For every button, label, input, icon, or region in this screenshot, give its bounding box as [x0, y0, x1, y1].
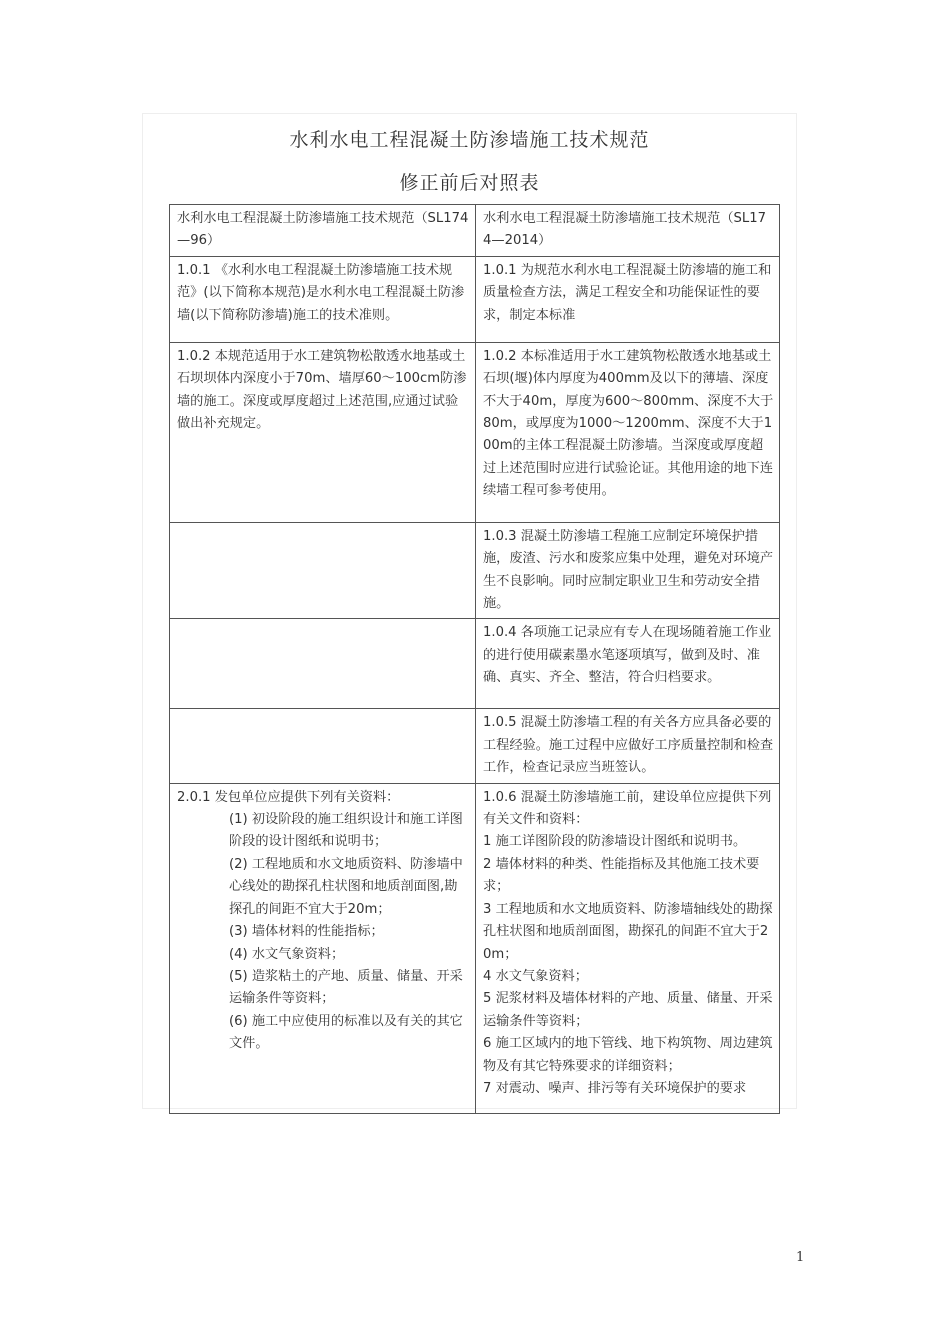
comparison-table [169, 204, 780, 1114]
table-row [170, 709, 780, 783]
clause-item: 6 施工区域内的地下管线、地下构筑物、周边建筑物及有其它特殊要求的详细资料； [483, 1036, 773, 1074]
table-row [170, 619, 780, 709]
new-clause-cell [476, 619, 780, 709]
table-row [170, 342, 780, 522]
clause-text: 1.0.5 混凝土防渗墙工程的有关各方应具备必要的工程经验。施工过程中应做好工序质量控制和检查工作，检查记录应当班签认。 [483, 715, 774, 776]
clause-item: (5) 造浆粘土的产地、质量、储量、开采运输条件等资料； [229, 968, 463, 1007]
old-clause-cell [170, 256, 476, 342]
clause-item: (1) 初设阶段的施工组织设计和施工详图阶段的设计图纸和说明书； [229, 812, 463, 850]
clause-text: 1.0.4 各项施工记录应有专人在现场随着施工作业的进行使用碳素墨水笔逐项填写，做到及时、准确、真实、齐全、整洁，符合归档要求。 [483, 625, 772, 686]
clause-item: (2) 工程地质和水文地质资料、防渗墙中心线处的勘探孔柱状图和地质剖面图,勘探孔的间距不宜大于20m； [229, 856, 463, 917]
clause-item: 3 工程地质和水文地质资料、防渗墙轴线处的勘探孔柱状图和地质剖面图，勘探孔的间距不宜大于20m； [483, 901, 773, 962]
new-clause-cell [476, 256, 780, 342]
clause-text: 1.0.3 混凝土防渗墙工程施工应制定环境保护措施，废渣、污水和废浆应集中处理，避免对环境产生不良影响。同时应制定职业卫生和劳动安全措施。 [483, 528, 774, 612]
clause-item: (4) 水文气象资料； [229, 946, 345, 962]
clause-text: 1.0.1 为规范水利水电工程混凝土防渗墙的施工和质量检查方法，满足工程安全和功能保证性的要求，制定本标准 [483, 262, 772, 323]
clause-text: 2.0.1 发包单位应提供下列有关资料： [177, 789, 400, 805]
table-row [170, 522, 780, 619]
old-clause-cell [170, 783, 476, 1113]
clause-text: 1.0.6 混凝土防渗墙施工前，建设单位应提供下列有关文件和资料： [483, 789, 772, 828]
clause-item: 7 对震动、噪声、排污等有关环境保护的要求 [483, 1080, 747, 1096]
header-old-standard: 水利水电工程混凝土防渗墙施工技术规范（SL174—96） [170, 205, 476, 257]
page-number: 1 [796, 1250, 805, 1265]
table-header-row [170, 205, 780, 257]
new-clause-cell [476, 709, 780, 783]
table-row [170, 256, 780, 342]
table-row [170, 783, 780, 1113]
clause-item: (3) 墙体材料的性能指标； [229, 924, 384, 940]
clause-item: 2 墙体材料的种类、性能指标及其他施工技术要求； [483, 856, 760, 895]
header-new-standard: 水利水电工程混凝土防渗墙施工技术规范（SL174—2014） [476, 205, 780, 257]
document-title: 水利水电工程混凝土防渗墙施工技术规范 [289, 129, 650, 151]
old-clause-cell-empty [170, 619, 476, 709]
document-subtitle: 修正前后对照表 [399, 172, 540, 194]
old-clause-cell [170, 342, 476, 522]
old-clause-cell-empty [170, 709, 476, 783]
clause-item: 1 施工详图阶段的防渗墙设计图纸和说明书。 [483, 834, 747, 850]
new-clause-cell [476, 783, 780, 1113]
new-clause-cell [476, 342, 780, 522]
clause-text: 1.0.2 本规范适用于水工建筑物松散透水地基或土石坝坝体内深度小于70m、墙厚60～100cm防渗墙的施工。深度或厚度超过上述范围,应通过试验做出补充规定。 [177, 348, 467, 432]
new-clause-cell [476, 522, 780, 619]
clause-text: 1.0.2 本标准适用于水工建筑物松散透水地基或土石坝(堰)体内厚度为400mm及以下的薄墙、深度不大于40m，厚度为600～800mm、深度不大于80m，或厚度为1000～1200mm、深度不大于100m的主体工程混凝土防渗墙。当深度或厚度超过上述范围时应进行试验论证。其他用途的地下连续墙工程可参考使用。 [483, 348, 774, 499]
clause-text: 1.0.1 《水利水电工程混凝土防渗墙施工技术规范》(以下简称本规范)是水利水电工程混凝土防渗墙(以下简称防渗墙)施工的技术准则。 [177, 262, 465, 323]
clause-item: 5 泥浆材料及墙体材料的产地、质量、储量、开采运输条件等资料； [483, 991, 773, 1029]
old-clause-cell-empty [170, 522, 476, 619]
clause-item: (6) 施工中应使用的标准以及有关的其它文件。 [229, 1013, 463, 1052]
clause-item: 4 水文气象资料； [483, 968, 588, 984]
